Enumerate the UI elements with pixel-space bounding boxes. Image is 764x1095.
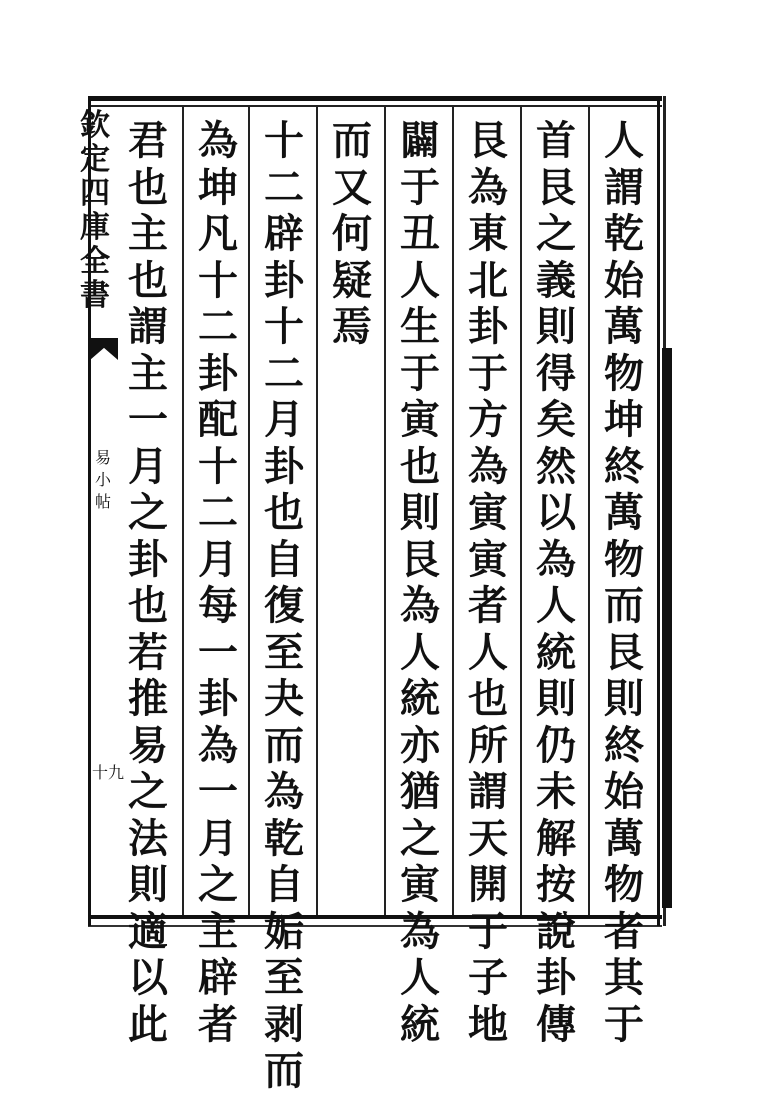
column-char: 月 (264, 396, 304, 443)
margin-page-number: 十九 (92, 763, 125, 782)
column-char: 一 (198, 768, 238, 815)
column-char: 姤 (264, 907, 304, 955)
column-char: 主 (198, 907, 238, 955)
column-char: 卦 (536, 954, 576, 1001)
column-char: 何 (332, 210, 372, 257)
column-char: 終 (604, 442, 644, 490)
column-char: 為 (468, 442, 508, 490)
right-frame-line (657, 96, 660, 926)
column-char: 猶 (400, 768, 440, 815)
column-char: 然 (536, 442, 576, 490)
column-char: 則 (536, 303, 576, 350)
column-char: 亦 (400, 721, 440, 769)
column-char: 寅 (400, 396, 440, 443)
binding-edge-shadow (662, 348, 672, 908)
column-char: 自 (264, 535, 304, 583)
column-char: 為 (536, 535, 576, 583)
margin-subtitle (94, 448, 112, 514)
margin-title-char: 書 (80, 278, 110, 313)
column-char: 艮 (536, 163, 576, 211)
column-char: 方 (468, 396, 508, 443)
column-char: 未 (536, 768, 576, 815)
column-char: 謂 (468, 768, 508, 815)
column-char: 艮 (468, 117, 508, 164)
column-char: 也 (264, 489, 304, 536)
column-char: 坤 (198, 163, 238, 211)
column-char: 開 (468, 861, 508, 908)
column-char: 主 (128, 210, 168, 257)
column-char: 者 (468, 582, 508, 629)
top-border-inner-rule (88, 105, 662, 107)
column-char: 辟 (264, 210, 304, 257)
column-divider (182, 107, 184, 915)
column-char: 為 (198, 721, 238, 769)
column-char: 以 (536, 489, 576, 536)
column-char: 而 (332, 117, 372, 164)
column-char: 主 (128, 349, 168, 397)
column-char: 寅 (468, 535, 508, 583)
margin-subtitle-char: 帖 (94, 492, 111, 511)
top-border-rule (88, 96, 662, 101)
column-char: 之 (400, 814, 440, 862)
column-char: 而 (264, 721, 304, 769)
column-char: 子 (468, 954, 508, 1001)
margin-title-char: 庫 (80, 210, 110, 245)
column-char: 地 (468, 1000, 508, 1048)
column-char: 萬 (604, 489, 644, 536)
margin-title-char: 四 (80, 176, 110, 211)
column-char: 統 (400, 675, 440, 722)
column-char: 夬 (264, 675, 304, 722)
column-divider (520, 107, 522, 915)
column-char: 闢 (400, 117, 440, 164)
column-char: 二 (198, 303, 238, 350)
column-divider (588, 107, 590, 915)
column-char: 生 (400, 303, 440, 350)
column-char: 卦 (198, 349, 238, 397)
column-char: 義 (536, 256, 576, 304)
column-char: 自 (264, 861, 304, 908)
column-char: 寅 (400, 861, 440, 908)
column-char: 人 (400, 628, 440, 676)
column-char: 凡 (198, 210, 238, 257)
column-char: 物 (604, 535, 644, 583)
column-char: 北 (468, 256, 508, 304)
text-column-5 (322, 118, 382, 351)
column-char: 也 (128, 582, 168, 629)
margin-title-char: 欽 (80, 108, 110, 143)
column-char: 謂 (128, 303, 168, 350)
text-column-6 (254, 118, 314, 1095)
column-char: 至 (264, 954, 304, 1001)
column-char: 十 (198, 442, 238, 490)
column-divider (384, 107, 386, 915)
text-column-3 (458, 118, 518, 1048)
column-char: 疑 (332, 256, 372, 304)
column-char: 統 (400, 1000, 440, 1048)
column-char: 一 (198, 628, 238, 676)
column-char: 之 (128, 768, 168, 815)
column-divider (452, 107, 454, 915)
column-char: 易 (128, 721, 168, 769)
column-char: 萬 (604, 303, 644, 350)
column-char: 乾 (264, 814, 304, 862)
column-char: 月 (128, 442, 168, 490)
column-char: 仍 (536, 721, 576, 769)
column-char: 也 (400, 442, 440, 490)
column-char: 者 (604, 907, 644, 955)
column-char: 則 (536, 675, 576, 722)
column-char: 解 (536, 814, 576, 862)
margin-book-title (80, 110, 110, 314)
column-char: 若 (128, 628, 168, 676)
column-char: 卦 (264, 442, 304, 490)
column-char: 而 (604, 582, 644, 629)
column-char: 復 (264, 582, 304, 629)
column-char: 二 (198, 489, 238, 536)
column-char: 謂 (604, 163, 644, 211)
column-char: 又 (332, 163, 372, 211)
column-char: 以 (128, 954, 168, 1001)
column-char: 為 (264, 768, 304, 815)
column-char: 也 (128, 163, 168, 211)
column-char: 于 (468, 349, 508, 397)
column-char: 人 (536, 582, 576, 629)
column-char: 每 (198, 582, 238, 629)
column-char: 則 (128, 861, 168, 908)
column-char: 矣 (536, 396, 576, 443)
column-char: 說 (536, 907, 576, 955)
column-char: 法 (128, 814, 168, 862)
column-char: 天 (468, 814, 508, 862)
column-char: 坤 (604, 396, 644, 443)
column-char: 卦 (198, 675, 238, 722)
column-char: 之 (536, 210, 576, 257)
text-column-2 (526, 118, 586, 1048)
column-char: 月 (198, 814, 238, 862)
column-char: 配 (198, 396, 238, 443)
column-char: 則 (604, 675, 644, 722)
fish-tail-mark-icon (90, 338, 118, 360)
column-char: 萬 (604, 814, 644, 862)
column-char: 君 (128, 117, 168, 164)
column-char: 為 (400, 582, 440, 629)
column-char: 十 (264, 303, 304, 350)
column-char: 二 (264, 349, 304, 397)
column-char: 按 (536, 861, 576, 908)
column-char: 物 (604, 349, 644, 397)
column-char: 卦 (468, 303, 508, 350)
column-char: 卦 (128, 535, 168, 583)
column-char: 于 (604, 1000, 644, 1048)
column-char: 統 (536, 628, 576, 676)
column-char: 得 (536, 349, 576, 397)
text-column-8 (118, 118, 178, 1048)
column-char: 乾 (604, 210, 644, 257)
column-char: 此 (128, 1000, 168, 1048)
text-column-7 (188, 118, 248, 1048)
margin-subtitle-char: 小 (94, 470, 111, 489)
column-char: 而 (264, 1047, 304, 1094)
margin-title-char: 全 (80, 244, 110, 279)
column-char: 終 (604, 721, 644, 769)
column-char: 為 (468, 163, 508, 211)
text-column-1 (594, 118, 654, 1048)
column-char: 至 (264, 628, 304, 676)
column-char: 辟 (198, 954, 238, 1001)
column-char: 為 (198, 117, 238, 164)
column-char: 之 (128, 489, 168, 536)
column-char: 傳 (536, 1000, 576, 1048)
column-char: 適 (128, 907, 168, 955)
column-char: 艮 (604, 628, 644, 676)
column-char: 月 (198, 535, 238, 583)
column-char: 東 (468, 210, 508, 257)
column-char: 為 (400, 907, 440, 955)
column-char: 十 (198, 256, 238, 304)
column-char: 人 (604, 117, 644, 164)
column-char: 于 (400, 349, 440, 397)
column-char: 艮 (400, 535, 440, 583)
column-char: 之 (198, 861, 238, 908)
column-char: 者 (198, 1000, 238, 1048)
column-char: 始 (604, 768, 644, 815)
column-char: 一 (128, 396, 168, 443)
text-column-4 (390, 118, 450, 1048)
column-char: 寅 (468, 489, 508, 536)
column-char: 焉 (332, 303, 372, 350)
column-char: 人 (468, 628, 508, 676)
column-divider (248, 107, 250, 915)
column-char: 人 (400, 954, 440, 1001)
column-char: 丑 (400, 210, 440, 257)
column-char: 二 (264, 163, 304, 211)
column-char: 于 (400, 163, 440, 211)
column-char: 剥 (264, 1000, 304, 1048)
column-char: 也 (128, 256, 168, 304)
margin-subtitle-char: 易 (94, 448, 111, 467)
column-char: 首 (536, 117, 576, 164)
column-char: 人 (400, 256, 440, 304)
column-char: 始 (604, 256, 644, 304)
column-char: 物 (604, 861, 644, 908)
column-char: 則 (400, 489, 440, 536)
margin-title-char: 定 (80, 142, 110, 177)
column-char: 所 (468, 721, 508, 769)
column-char: 卦 (264, 256, 304, 304)
column-char: 推 (128, 675, 168, 722)
column-char: 其 (604, 954, 644, 1001)
column-divider (316, 107, 318, 915)
column-char: 也 (468, 675, 508, 722)
column-char: 十 (264, 117, 304, 164)
column-char: 于 (468, 907, 508, 955)
